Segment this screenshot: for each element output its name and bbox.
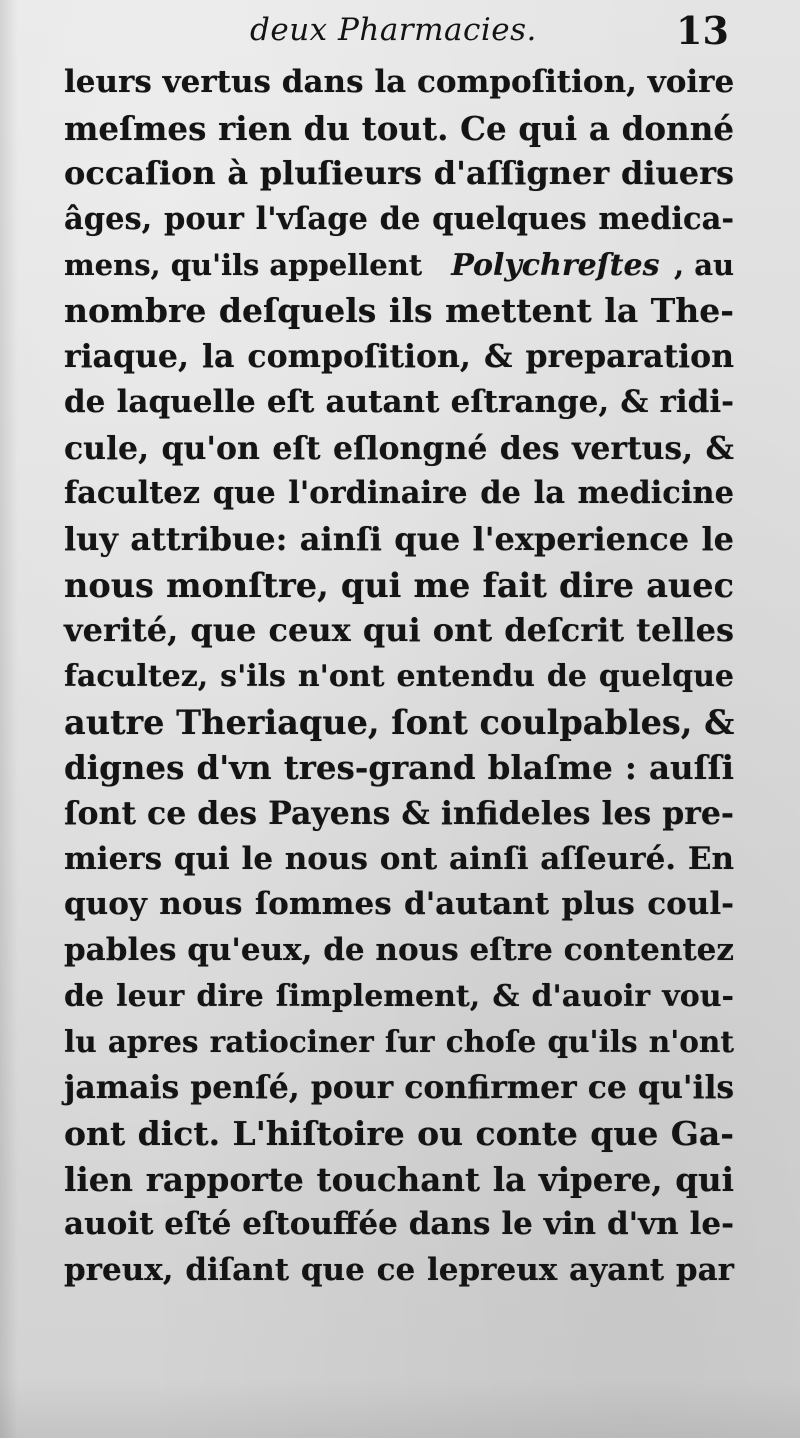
text-line-with-italic <box>64 243 734 289</box>
text-line: de leur dire ſimplement, & d'auoir vou- <box>64 978 734 1014</box>
running-head: deux Pharmacies. <box>250 12 537 48</box>
text-line: facultez que l'ordinaire de la medicine <box>64 475 734 512</box>
text-line: meſmes rien du tout. Ce qui a donné <box>64 108 734 148</box>
text-line: autre Theriaque, ſont coulpables, & <box>64 702 735 742</box>
text-line: quoy nous ſommes d'autant plus coul- <box>64 886 734 923</box>
text-line: cule, qu'on eſt eſlongné des vertus, & <box>64 429 734 467</box>
text-line: miers qui le nous ont ainſi aſſeuré. En <box>64 840 734 877</box>
text-line: auoit eſté eſtouffée dans le vin d'vn le- <box>64 1206 734 1243</box>
text-line: jamais penſé, pour confirmer ce qu'ils <box>64 1069 735 1107</box>
text-line: pables qu'eux, de nous eſtre contentez <box>64 932 734 969</box>
text-line: ſont ce des Payens & infideles les pre- <box>64 795 734 832</box>
text-line: luy attribue: ainſi que l'experience le <box>64 519 734 558</box>
body-text <box>64 60 734 1294</box>
text-line: leurs vertus dans la compoſition, voire <box>64 64 735 100</box>
text-line: ont dict. L'hiſtoire ou conte que Ga- <box>64 1113 734 1153</box>
text-line: occaſion à pluſieurs d'aſſigner diuers <box>64 154 734 193</box>
italic-term: Polychreſtes <box>451 247 660 283</box>
text-span: mens, qu'ils appellent <box>64 247 423 282</box>
text-line: âges, pour l'vſage de quelques medica- <box>64 201 734 238</box>
text-line: nous monſtre, qui me fait dire auec <box>64 565 734 605</box>
text-line: preux, diſant que ce lepreux ayant par <box>64 1251 734 1288</box>
text-line: lien rapporte touchant la vipere, qui <box>64 1159 734 1199</box>
text-line: lu apres ratiociner ſur choſe qu'ils n'ont <box>64 1024 734 1060</box>
page-bottom-shadow <box>0 1378 800 1438</box>
text-line: riaque, la compoſition, & preparation <box>64 338 734 376</box>
text-line: nombre deſquels ils mettent la The- <box>64 291 734 331</box>
text-line: facultez, s'ils n'ont entendu de quelque <box>64 658 734 694</box>
text-span: , au <box>674 247 735 282</box>
text-line: verité, que ceux qui ont deſcrit telles <box>64 611 734 650</box>
text-line: dignes d'vn tres-grand blaſme : auſſi <box>64 748 734 788</box>
page-edge-shadow <box>0 0 18 1438</box>
text-line: de laquelle eſt autant eſtrange, & ridi- <box>64 383 734 420</box>
page-number: 13 <box>676 8 729 53</box>
